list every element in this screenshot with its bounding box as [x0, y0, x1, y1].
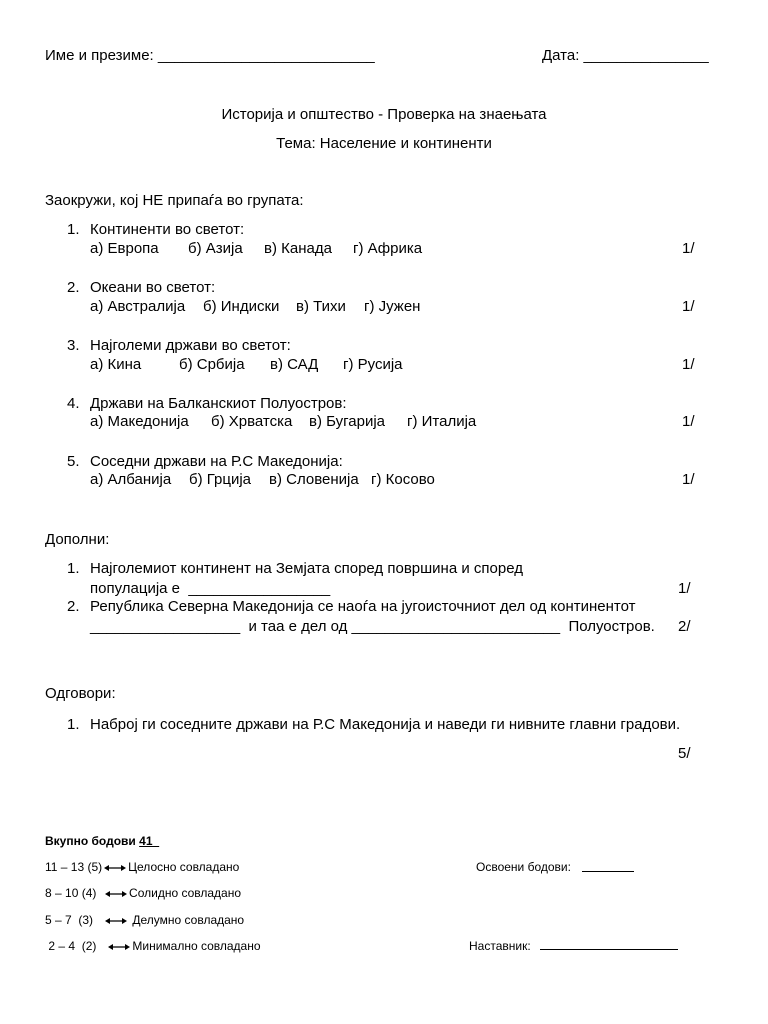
double-arrow-icon — [108, 943, 130, 951]
fill2-points: 2/ — [678, 618, 691, 635]
answer1-text: Наброј ги соседните држави на Р.С Македонија и наведи ги нивните главни градови. — [90, 716, 681, 733]
q1-answer-d: г) Африка — [353, 240, 423, 257]
q4-answer-c: в) Бугарија — [309, 413, 386, 430]
scale-row-4: 2 – 4 (2) Минимално совладано — [45, 939, 261, 953]
fill2-line1: Република Северна Македонија се наоѓа на југоисточниот дел од континентот — [90, 598, 636, 615]
q3-answer-b: б) Србија — [179, 356, 245, 373]
double-arrow-icon — [105, 890, 127, 898]
q4-answer-a: а) Македонија — [90, 413, 189, 430]
q1-answer-b: б) Азија — [188, 240, 243, 257]
fill2-number: 2. — [67, 598, 80, 615]
q1-question: Континенти во светот: — [90, 221, 245, 238]
answer1-number: 1. — [67, 716, 80, 733]
q4-points: 1/ — [682, 413, 695, 430]
earned-points-label: Освоени бодови: — [476, 860, 571, 874]
section2-heading: Дополни: — [45, 531, 110, 548]
fill1-line1: Најголемиот континент на Земјата според површина и според — [90, 560, 523, 577]
q5-answer-b: б) Грција — [189, 471, 252, 488]
q2-number: 2. — [67, 279, 80, 296]
teacher-signature-line — [540, 949, 678, 950]
total-points-label: Вкупно бодови 41 — [45, 834, 153, 848]
fill2-line2: __________________ и таа е дел од _________________________ Полуостров. — [90, 618, 655, 635]
section1-heading: Заокружи, кој НЕ припаѓа во групата: — [45, 192, 304, 209]
q2-answer-b: б) Индиски — [203, 298, 280, 315]
answer1-points: 5/ — [678, 745, 691, 762]
q5-number: 5. — [67, 453, 80, 470]
q5-question: Соседни држави на Р.С Македонија: — [90, 453, 343, 470]
section3-heading: Одговори: — [45, 685, 116, 702]
q2-answer-c: в) Тихи — [296, 298, 346, 315]
earned-points-line — [582, 871, 634, 872]
q1-number: 1. — [67, 221, 80, 238]
double-arrow-icon — [105, 917, 127, 925]
q2-answer-a: а) Австралија — [90, 298, 186, 315]
q1-points: 1/ — [682, 240, 695, 257]
q4-answer-d: г) Италија — [407, 413, 477, 430]
scale-row-2: 8 – 10 (4) Солидно совладано — [45, 886, 242, 900]
q2-question: Океани во светот: — [90, 279, 216, 296]
q5-answer-a: а) Албанија — [90, 471, 172, 488]
teacher-label: Наставник: — [469, 939, 531, 953]
total-points-value: 41 — [139, 834, 153, 848]
q4-answer-b: б) Хрватска — [211, 413, 293, 430]
q5-answer-c: в) Словенија — [269, 471, 359, 488]
q2-answer-d: г) Јужен — [364, 298, 421, 315]
fill1-number: 1. — [67, 560, 80, 577]
name-field-label: Име и презиме: __________________________ — [45, 47, 375, 64]
page-title: Историја и општество - Проверка на знаењата — [221, 106, 547, 123]
q3-number: 3. — [67, 337, 80, 354]
q1-answer-c: в) Канада — [264, 240, 332, 257]
q4-number: 4. — [67, 395, 80, 412]
q3-answer-c: в) САД — [270, 356, 319, 373]
q3-points: 1/ — [682, 356, 695, 373]
q2-points: 1/ — [682, 298, 695, 315]
scale-row-3: 5 – 7 (3) Делумно совладано — [45, 913, 245, 927]
q5-points: 1/ — [682, 471, 695, 488]
double-arrow-icon — [104, 864, 126, 872]
scale-row-1: 11 – 13 (5) Целосно совладано — [45, 860, 240, 874]
page-topic: Тема: Население и континенти — [276, 135, 492, 152]
q3-answer-a: а) Кина — [90, 356, 142, 373]
fill1-line2: популација е _________________ — [90, 580, 331, 597]
q5-answer-d: г) Косово — [371, 471, 435, 488]
fill1-points: 1/ — [678, 580, 691, 597]
q3-answer-d: г) Русија — [343, 356, 403, 373]
date-field-label: Дата: _______________ — [542, 47, 709, 64]
q1-answer-a: а) Европа — [90, 240, 159, 257]
q4-question: Држави на Балканскиот Полуостров: — [90, 395, 347, 412]
q3-question: Најголеми држави во светот: — [90, 337, 291, 354]
